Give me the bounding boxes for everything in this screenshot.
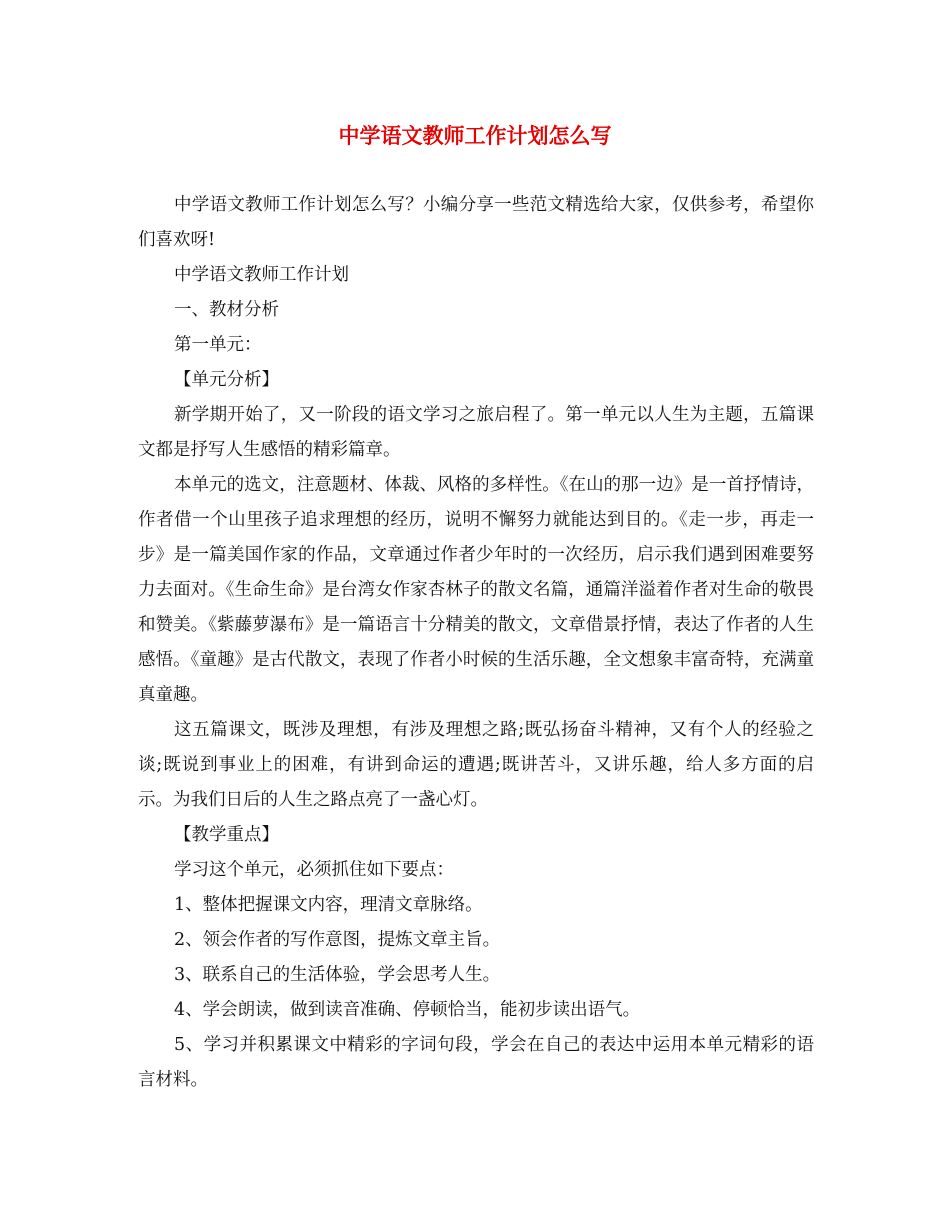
paragraph-key-points-label: 【教学重点】 <box>174 825 279 845</box>
paragraph-section-heading: 一、教材分析 <box>174 300 279 320</box>
list-item-key-point-4: 4、学会朗读，做到读音准确、停顿恰当，能初步读出语气。 <box>174 1000 641 1020</box>
paragraph-selection-description: 本单元的选文，注意题材、体裁、风格的多样性。《在山的那一边》是一首抒情诗，作者借一个山里孩子追求理想的经历，说明不懈努力就能达到目的。《走一步，再走一步》是一篇美国作家的作品，文章通过作者少年时的一次经历，启示我们遇到困难要努力去面对。《生命生命》是台湾女作家杏林子的散文名篇，通篇洋溢着作者对生命的敬畏和赞美。《紫藤萝瀑布》是一篇语言十分精美的散文，文章借景抒情，表达了作者的人生感悟。《童趣》是古代散文，表现了作者小时候的生活乐趣，全文想象丰富奇特，充满童真童趣。 <box>138 475 814 705</box>
list-item-key-point-2: 2、领会作者的写作意图，提炼文章主旨。 <box>174 930 501 950</box>
list-item-key-point-1: 1、整体把握课文内容，理清文章脉络。 <box>174 895 483 915</box>
paragraph-unit-intro: 新学期开始了，又一阶段的语文学习之旅启程了。第一单元以人生为主题，五篇课文都是抒写人生感悟的精彩篇章。 <box>138 405 814 460</box>
paragraph-key-points-intro: 学习这个单元，必须抓住如下要点： <box>174 860 454 880</box>
list-item-key-point-5: 5、学习并积累课文中精彩的字词句段，学会在自己的表达中运用本单元精彩的语言材料。 <box>138 1035 814 1090</box>
paragraph-plan-heading: 中学语文教师工作计划 <box>174 265 349 285</box>
paragraph-summary: 这五篇课文，既涉及理想，有涉及理想之路;既弘扬奋斗精神，又有个人的经验之谈;既说到事业上的困难，有讲到命运的遭遇;既讲苦斗，又讲乐趣，给人多方面的启示。为我们日后的人生之路点亮了一盏心灯。 <box>138 720 814 810</box>
paragraph-unit-analysis-label: 【单元分析】 <box>174 370 279 390</box>
document-body <box>138 188 814 1098</box>
paragraph-intro: 中学语文教师工作计划怎么写？小编分享一些范文精选给大家，仅供参考，希望你们喜欢呀! <box>138 195 814 250</box>
paragraph-unit-heading: 第一单元： <box>174 335 262 355</box>
list-item-key-point-3: 3、联系自己的生活体验，学会思考人生。 <box>174 965 501 985</box>
document-title: 中学语文教师工作计划怎么写 <box>338 123 612 148</box>
